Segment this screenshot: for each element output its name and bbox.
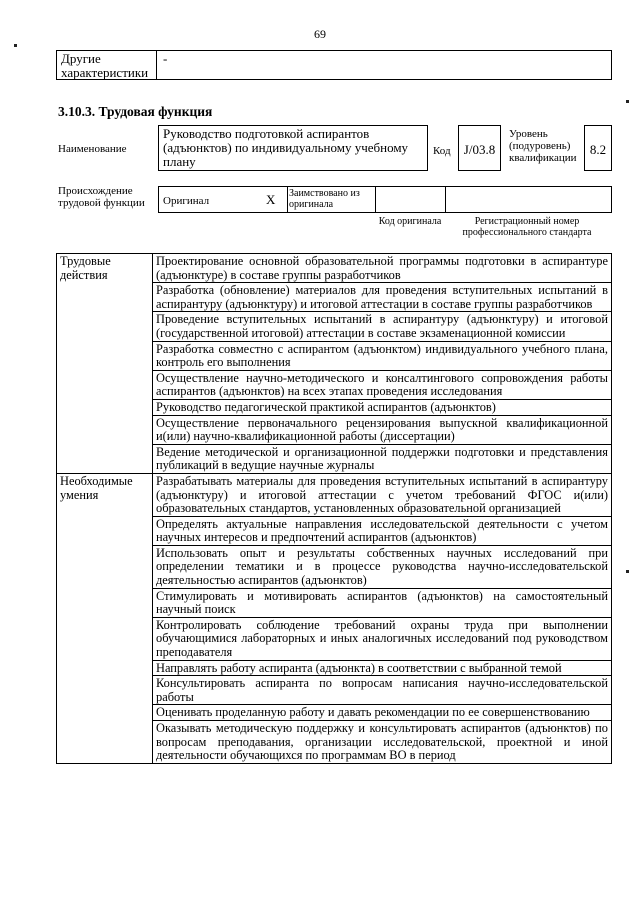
skill-item: Консультировать аспиранта по вопросам написания научно-исследовательской работы [153,676,612,705]
labor-action-item: Осуществление научно-методического и консалтингового сопровождения работы аспирантов (адъюнктов) на всех этапах проведения исследования [153,370,612,399]
origin-row [158,186,612,213]
other-characteristics-row [56,50,612,80]
other-characteristics-label: Другие характеристики [61,51,149,80]
qualification-level: 8.2 [584,125,612,171]
labor-action-item: Руководство педагогической практикой аспирантов (адъюнктов) [153,399,612,415]
reg-number-caption: Регистрационный номер профессионального стандарта [462,216,592,238]
skill-item: Определять актуальные направления исследовательской деятельности с учетом научных интересов и предпочтений аспирантов (адъюнктов) [153,516,612,545]
table-row [57,254,612,283]
function-table [56,253,612,764]
labor-action-item: Осуществление первоначального рецензирования выпускной квалификационной и(или) научно-квалификационной работы (диссертации) [153,415,612,444]
level-label: Уровень (подуровень) квалификации [509,128,577,164]
scan-dot [626,570,629,573]
code-original-caption: Код оригинала [378,216,442,227]
skills-label: Необходимые умения [57,473,153,763]
skill-item: Использовать опыт и результаты собственных научных исследований при определении тематики и в процессе руководства научно-исследовательской деятельностью аспирантов (адъюнктов) [153,545,612,588]
borrowed-label: Заимствовано из оригинала [289,188,360,210]
scan-dot [626,100,629,103]
original-label: Оригинал [163,195,210,207]
page-number: 69 [314,27,326,41]
section-title: 3.10.3. Трудовая функция [58,104,213,119]
skill-item: Контролировать соблюдение требований охраны труда при выполнении обучающимися лабораторных и иных аналогичных исследований под руководством преподавателя [153,617,612,660]
skill-item: Стимулировать и мотивировать аспирантов (адъюнктов) на самостоятельный научный поиск [153,588,612,617]
skill-item: Оказывать методическую поддержку и консультировать аспирантов (адъюнктов) по вопросам преподавания, организации исследовательской, проектной и иной деятельности обучающихся по программам ВО в период [153,721,612,764]
function-name: Руководство подготовкой аспирантов (адъюнктов) по индивидуальному учебному плану [158,125,428,171]
labor-action-item: Проектирование основной образовательной программы подготовки в аспирантуре (адъюнктуре) в составе группы разработчиков [153,254,612,283]
name-label: Наименование [58,143,127,155]
function-code: J/03.8 [458,125,501,171]
code-label: Код [433,145,451,157]
skill-item: Оценивать проделанную работу и давать рекомендации по ее совершенствованию [153,705,612,721]
labor-action-item: Ведение методической и организационной поддержки подготовки и представления публикаций в ведущие научные журналы [153,444,612,473]
scan-dot [14,44,17,47]
skill-item: Направлять работу аспиранта (адъюнкта) в соответствии с выбранной темой [153,660,612,676]
labor-action-item: Проведение вступительных испытаний в аспирантуру (адъюнктуру) и итоговой (государственной итоговой) аттестации в составе экзаменационной комиссии [153,312,612,341]
skill-item: Разрабатывать материалы для проведения вступительных испытаний в аспирантуру (адъюнктуру) и итоговой аттестации с учетом требований ФГОС и(или) образовательных стандартов, установленных образовательной организацией [153,473,612,516]
labor-actions-label: Трудовые действия [57,254,153,474]
labor-action-item: Разработка совместно с аспирантом (адъюнктом) индивидуального учебного плана, контроль его выполнения [153,341,612,370]
origin-label: Происхождение трудовой функции [58,185,145,209]
labor-action-item: Разработка (обновление) материалов для проведения вступительных испытаний в аспирантуру (адъюнктуру) и итоговой аттестации в составе группы разработчиков [153,283,612,312]
table-row [57,473,612,516]
other-characteristics-value: - [163,51,168,66]
original-mark: X [266,192,276,207]
